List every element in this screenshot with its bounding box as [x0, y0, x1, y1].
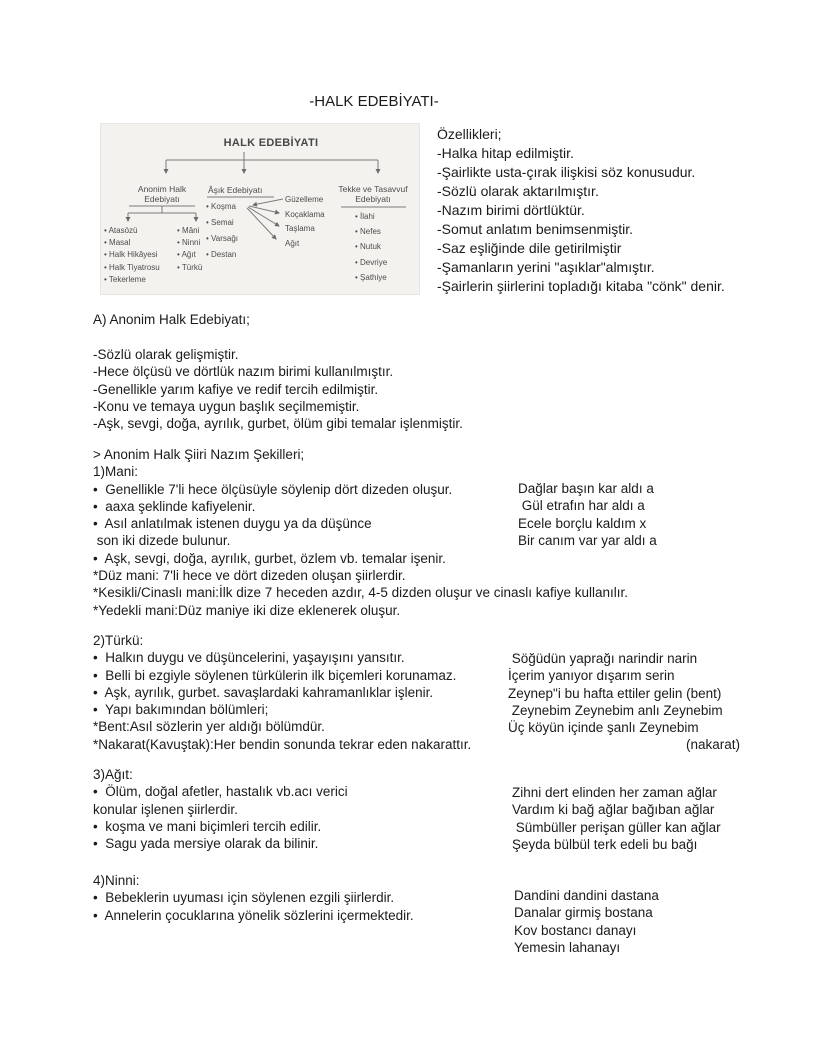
poem-line: Söğüdün yaprağı narindir narin — [508, 651, 698, 666]
diagram-item: • Halk Hikâyesi — [104, 249, 160, 261]
features-item: -Sözlü olarak aktarılmıştır. — [437, 183, 599, 199]
diagram-anonim-col1 — [104, 225, 160, 286]
mani-heading: 1)Mani: — [93, 464, 139, 480]
section-a-item: -Genellikle yarım kafiye ve redif tercih edilmiştir. — [93, 381, 379, 397]
features-item: -Somut anlatım benimsenmiştir. — [437, 221, 634, 237]
nazim-sekilleri-heading: > Anonim Halk Şiiri Nazım Şekilleri; — [93, 447, 305, 462]
section-a-item: -Konu ve temaya uygun başlık seçilmemiştir. — [93, 398, 360, 414]
diagram-item: • Tekerleme — [104, 274, 160, 286]
poem-line: Bir canım var yar aldı a — [518, 532, 657, 548]
features-item: -Şairlikte usta-çırak ilişkisi söz konusudur. — [437, 164, 696, 180]
mani-line: • Asıl anlatılmak istenen duygu ya da düşünce — [93, 516, 372, 532]
poem-line: Danalar girmiş bostana — [514, 905, 653, 921]
diagram-item: • Devriye — [355, 255, 387, 270]
diagram-item: • Koşma — [206, 199, 238, 215]
section-a-item: -Aşk, sevgi, doğa, ayrılık, gurbet, ölüm gibi temalar işlenmiştir. — [93, 416, 463, 432]
poem-line: Dağlar başın kar aldı a — [518, 481, 654, 496]
poem-line: Sümbüller perişan güller kan ağlar — [512, 819, 721, 835]
agit-line: konular işlenen şiirlerdir. — [93, 801, 238, 817]
nakarat-note: (nakarat) — [685, 737, 740, 753]
diagram-item: • Destan — [206, 247, 238, 263]
diagram-item: Ağıt — [285, 238, 300, 248]
features-item: -Şamanların yerini "aşıklar"almıştır. — [437, 259, 655, 275]
branch-anonim-line1: Anonim Halk — [137, 184, 187, 194]
page-title: -HALK EDEBİYATI- — [309, 93, 439, 110]
turku-heading: 2)Türkü: — [93, 633, 144, 648]
turku-line: *Nakarat(Kavuştak):Her bendin sonunda tekrar eden nakarattır. — [93, 736, 472, 752]
mani-line: • Genellikle 7'li hece ölçüsüyle söylenip dört dizeden oluşur. — [93, 481, 453, 497]
features-list — [437, 125, 725, 296]
diagram-item: • Türkü — [177, 262, 202, 274]
ninni-heading: 4)Ninni: — [93, 873, 140, 888]
features-item: -Halka hitap edilmiştir. — [437, 145, 574, 161]
poem-line: Gül etrafın har aldı a — [518, 498, 645, 514]
ninni-poem — [514, 887, 659, 956]
poem-line: Ecele borçlu kaldım x — [518, 515, 647, 531]
mani-line: *Yedekli mani:Düz maniye iki dize eklenerek oluşur. — [93, 602, 401, 618]
turku-line: • Belli bi ezgiyle söylenen türkülerin ilk biçemleri korunamaz. — [93, 667, 457, 683]
section-a-heading: A) Anonim Halk Edebiyatı; — [93, 312, 250, 327]
mani-line: *Düz mani: 7'li hece ve dört dizeden oluşan şiirlerdir. — [93, 568, 406, 584]
diagram-item: • İlahi — [355, 209, 387, 224]
diagram-item: • Mâni — [177, 225, 202, 237]
branch-tekke-line1: Tekke ve Tasavvuf — [338, 184, 408, 194]
mani-line: *Kesikli/Cinaslı mani:İlk dize 7 heceden azdır, 4-5 dizden oluşur ve cinaslı kafiye kullanılır. — [93, 585, 629, 601]
turku-line: • Aşk, ayrılık, gurbet. savaşlardaki kahramanlıklar işlenir. — [93, 684, 434, 700]
diagram-branch-asik-title: Âşık Edebiyatı — [208, 185, 263, 195]
agit-line: • Sagu yada mersiye olarak da bilinir. — [93, 836, 319, 852]
diagram-item: • Atasözü — [104, 225, 160, 237]
diagram-item: • Masal — [104, 237, 160, 249]
features-heading: Özellikleri; — [437, 126, 502, 142]
diagram-item: • Ağıt — [177, 249, 202, 261]
poem-line: Yemesin lahanayı — [514, 939, 621, 955]
mani-line: • aaxa şeklinde kafiyelenir. — [93, 498, 256, 514]
poem-line: Kov bostancı danayı — [514, 922, 637, 938]
mani-line: • Aşk, sevgi, doğa, ayrılık, gurbet, özlem vb. temalar işenir. — [93, 550, 446, 566]
diagram-item: • Halk Tiyatrosu — [104, 262, 160, 274]
halk-edebiyati-diagram — [100, 123, 420, 295]
agit-line: • Ölüm, doğal afetler, hastalık vb.acı verici — [93, 784, 348, 800]
turku-line: • Halkın duygu ve düşüncelerini, yaşayışını yansıtır. — [93, 650, 405, 666]
turku-section — [93, 632, 471, 753]
branch-anonim-line2: Edebiyatı — [144, 194, 180, 204]
diagram-title: HALK EDEBİYATI — [223, 137, 319, 149]
section-a-item: -Hece ölçüsü ve dörtlük nazım birimi kullanılmıştır. — [93, 364, 394, 380]
ninni-line: • Annelerin çocuklarına yönelik sözlerini içermektedir. — [93, 907, 414, 923]
agit-poem — [512, 784, 721, 853]
poem-line: Vardım ki bağ ağlar bağıban ağlar — [512, 802, 715, 818]
mani-poem — [518, 480, 657, 549]
section-a-list — [93, 346, 463, 432]
diagram-item: Taşlama — [285, 224, 315, 233]
poem-line: İçerim yanıyor dışarım serin — [508, 668, 675, 684]
diagram-item: Koçaklama — [285, 209, 325, 219]
diagram-tekke-list — [355, 209, 387, 285]
turku-line: *Bent:Asıl sözlerin yer aldığı bölümdür. — [93, 719, 325, 735]
diagram-item: • Nefes — [355, 224, 387, 239]
diagram-kosma-types — [285, 193, 325, 251]
agit-heading: 3)Ağıt: — [93, 767, 133, 782]
mani-line: son iki dizede bulunur. — [93, 533, 231, 549]
diagram-anonim-col2 — [177, 225, 202, 274]
diagram-branch-anonim-title — [122, 184, 202, 204]
agit-section — [93, 766, 348, 852]
diagram-item: • Şathiye — [355, 270, 387, 285]
diagram-item: • Varsağı — [206, 231, 238, 247]
diagram-branch-tekke-title — [327, 184, 419, 204]
poem-line: Zihni dert elinden her zaman ağlar — [512, 785, 717, 800]
turku-poem — [508, 650, 740, 754]
diagram-item: • Ninni — [177, 237, 202, 249]
features-item: -Şairlerin şiirlerini topladığı kitaba "cönk" denir. — [437, 278, 725, 294]
poem-line: Şeyda bülbül terk edeli bu bağı — [512, 836, 698, 852]
ninni-line: • Bebeklerin uyuması için söylenen ezgili şiirlerdir. — [93, 890, 395, 906]
diagram-item: • Nutuk — [355, 239, 387, 254]
features-item: -Saz eşliğinde dile getirilmiştir — [437, 240, 622, 256]
poem-line: Dandini dandini dastana — [514, 888, 659, 903]
poem-line: Zeynep"i bu hafta ettiler gelin (bent) — [508, 685, 722, 701]
poem-line: Zeynebim Zeynebim anlı Zeynebim — [508, 702, 723, 718]
section-a-item: -Sözlü olarak gelişmiştir. — [93, 347, 239, 362]
diagram-item: Güzelleme — [285, 195, 324, 204]
ninni-section — [93, 872, 414, 924]
features-item: -Nazım birimi dörtlüktür. — [437, 202, 585, 218]
diagram-asik-list — [206, 199, 238, 263]
diagram-item: • Semai — [206, 215, 238, 231]
poem-line: Üç köyün içinde şanlı Zeynebim — [508, 720, 699, 736]
turku-line: • Yapı bakımından bölümleri; — [93, 702, 269, 718]
agit-line: • koşma ve mani biçimleri tercih edilir. — [93, 818, 322, 834]
branch-tekke-line2: Edebiyatı — [355, 194, 391, 204]
